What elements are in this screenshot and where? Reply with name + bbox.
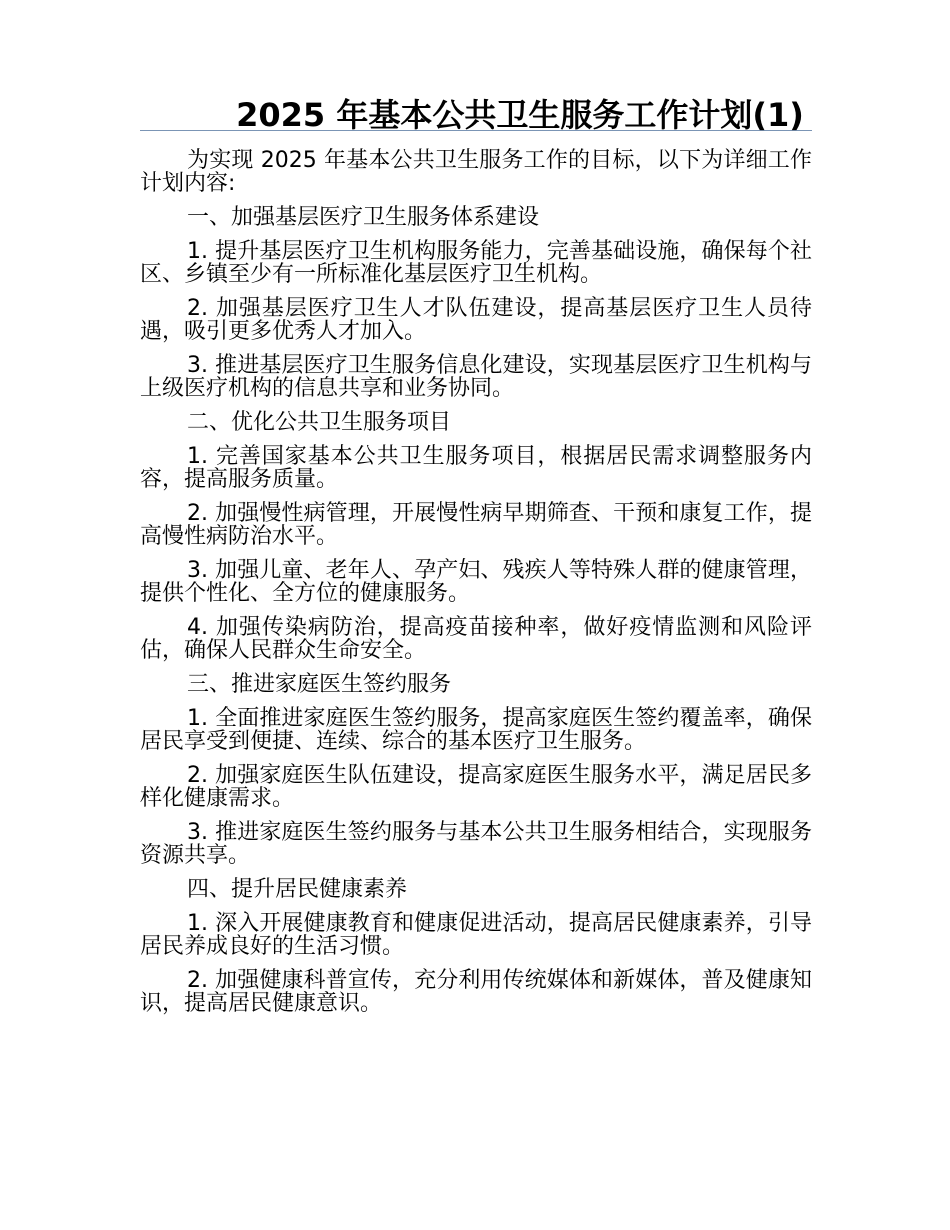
section-1-item-2: 2. 加强基层医疗卫生人才队伍建设，提高基层医疗卫生人员待遇，吸引更多优秀人才加入。 — [140, 296, 812, 344]
section-2-item-4: 4. 加强传染病防治，提高疫苗接种率，做好疫情监测和风险评估，确保人民群众生命安全。 — [140, 615, 812, 663]
section-heading-3: 三、推进家庭医生签约服务 — [187, 672, 452, 697]
document-body — [140, 149, 812, 1015]
section-4-item-2: 2. 加强健康科普宣传，充分利用传统媒体和新媒体，普及健康知识，提高居民健康意识。 — [140, 968, 812, 1016]
section-2-item-1: 1. 完善国家基本公共卫生服务项目，根据居民需求调整服务内容，提高服务质量。 — [140, 444, 812, 492]
section-heading-4: 四、提升居民健康素养 — [187, 877, 408, 902]
section-1-item-1: 1. 提升基层医疗卫生机构服务能力，完善基础设施，确保每个社区、乡镇至少有一所标准化基层医疗卫生机构。 — [140, 239, 812, 287]
section-2-item-3: 3. 加强儿童、老年人、孕产妇、残疾人等特殊人群的健康管理，提供个性化、全方位的健康服务。 — [140, 558, 812, 606]
section-heading-1: 一、加强基层医疗卫生服务体系建设 — [187, 205, 540, 230]
section-3-item-1: 1. 全面推进家庭医生签约服务，提高家庭医生签约覆盖率，确保居民享受到便捷、连续、综合的基本医疗卫生服务。 — [140, 706, 812, 754]
section-heading-2: 二、优化公共卫生服务项目 — [187, 410, 452, 435]
intro-paragraph: 为实现 2025 年基本公共卫生服务工作的目标，以下为详细工作计划内容: — [140, 148, 812, 196]
section-4-item-1: 1. 深入开展健康教育和健康促进活动，提高居民健康素养，引导居民养成良好的生活习惯。 — [140, 911, 812, 959]
section-3-item-3: 3. 推进家庭医生签约服务与基本公共卫生服务相结合，实现服务资源共享。 — [140, 820, 812, 868]
section-3-item-2: 2. 加强家庭医生队伍建设，提高家庭医生服务水平，满足居民多样化健康需求。 — [140, 763, 812, 811]
section-1-item-3: 3. 推进基层医疗卫生服务信息化建设，实现基层医疗卫生机构与上级医疗机构的信息共享和业务协同。 — [140, 353, 812, 401]
section-2-item-2: 2. 加强慢性病管理，开展慢性病早期筛查、干预和康复工作，提高慢性病防治水平。 — [140, 501, 812, 549]
document-title: 2025 年基本公共卫生服务工作计划(1) — [236, 96, 804, 134]
document-page — [140, 96, 812, 1026]
